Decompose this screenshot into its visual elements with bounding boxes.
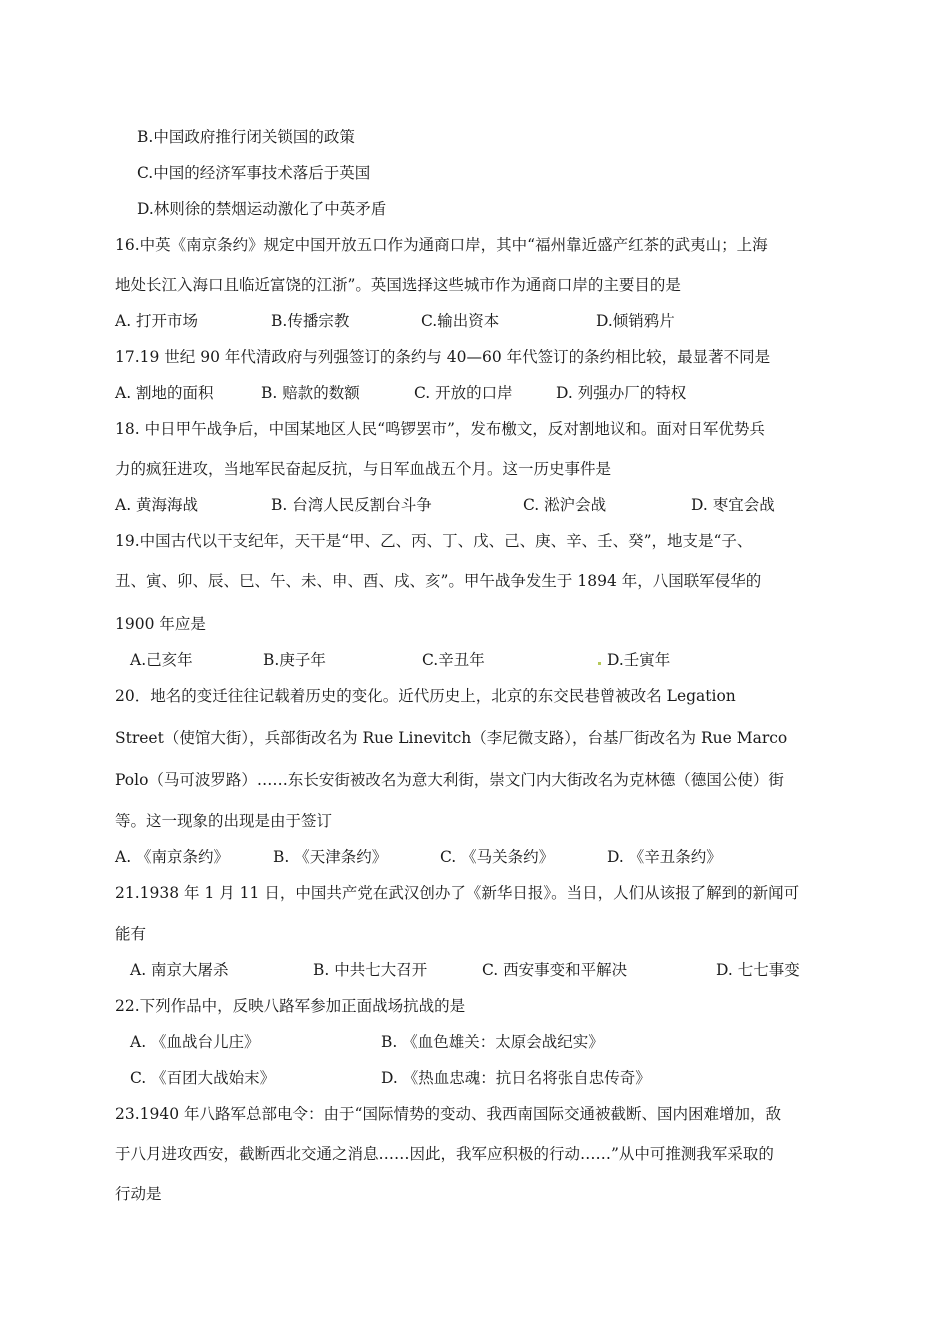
q22-option-d: D. 《热血忠魂：抗日名将张自忠传奇》	[381, 1069, 651, 1087]
q16-option-d: D.倾销鸦片	[596, 312, 675, 330]
q17-option-b: B. 赔款的数额	[261, 384, 360, 402]
q22-option-b: B. 《血色雄关：太原会战纪实》	[381, 1033, 604, 1051]
q19-option-b: B.庚子年	[263, 651, 326, 669]
q18-option-d: D. 枣宜会战	[691, 496, 775, 514]
q16-option-a: A. 打开市场	[115, 312, 199, 330]
q15-option-b: B.中国政府推行闭关锁国的政策	[137, 128, 355, 146]
q22-stem: 22.下列作品中，反映八路军参加正面战场抗战的是	[115, 997, 466, 1015]
q20-option-b: B. 《天津条约》	[273, 848, 388, 866]
q19-stem-line2: 丑、寅、卯、辰、巳、午、未、申、酉、戌、亥”。甲午战争发生于 1894 年，八国联军侵华的	[115, 572, 762, 590]
q21-stem-line2: 能有	[115, 925, 147, 943]
q15-option-c: C.中国的经济军事技术落后于英国	[137, 164, 371, 182]
q21-option-d: D. 七七事变	[716, 961, 800, 979]
q20-stem-line3: Polo（马可波罗路）……东长安街被改名为意大利街，崇文门内大街改名为克林德（德国公使）街	[115, 771, 784, 789]
q17-stem: 17.19 世纪 90 年代清政府与列强签订的条约与 40—60 年代签订的条约相比较，最显著不同是	[115, 348, 771, 366]
q16-option-b: B.传播宗教	[271, 312, 350, 330]
q21-option-b: B. 中共七大召开	[313, 961, 428, 979]
q19-stem-line3: 1900 年应是	[115, 615, 206, 633]
q19-option-d: D.壬寅年	[607, 651, 671, 669]
q23-stem-line2: 于八月进攻西安，截断西北交通之消息……因此，我军应积极的行动……”从中可推测我军采取的	[115, 1145, 774, 1163]
q19-stem-line1: 19.中国古代以干支纪年，天干是“甲、乙、丙、丁、戊、己、庚、辛、壬、癸”，地支是“子、	[115, 532, 753, 550]
q18-stem-line1: 18. 中日甲午战争后，中国某地区人民“鸣锣罢市”，发布檄文，反对割地议和。面对日军优势兵	[115, 420, 765, 438]
q20-stem-line2: Street（使馆大街），兵部街改名为 Rue Linevitch（李尼微支路），台基厂街改名为 Rue Marco	[115, 729, 788, 747]
q18-stem-line2: 力的疯狂进攻，当地军民奋起反抗，与日军血战五个月。这一历史事件是	[115, 460, 612, 478]
q16-stem-line1: 16.中英《南京条约》规定中国开放五口作为通商口岸，其中“福州靠近盛产红茶的武夷山；上海	[115, 236, 768, 254]
q19-option-a: A.己亥年	[130, 651, 193, 669]
q23-stem-line1: 23.1940 年八路军总部电令：由于“国际情势的变动、我西南国际交通被截断、国内困难增加，敌	[115, 1105, 781, 1123]
q20-option-a: A. 《南京条约》	[115, 848, 230, 866]
q20-option-d: D. 《辛丑条约》	[607, 848, 722, 866]
q19-option-c: C.辛丑年	[422, 651, 485, 669]
q21-stem-line1: 21.1938 年 1 月 11 日，中国共产党在武汉创办了《新华日报》。当日，人们从该报了解到的新闻可	[115, 884, 800, 902]
q22-option-a: A. 《血战台儿庄》	[130, 1033, 260, 1051]
q20-stem-line1: 20．地名的变迁往往记载着历史的变化。近代历史上，北京的东交民巷曾被改名 Legation	[115, 687, 736, 705]
q16-option-c: C.输出资本	[421, 312, 500, 330]
q18-option-c: C. 淞沪会战	[523, 496, 607, 514]
q21-option-c: C. 西安事变和平解决	[482, 961, 628, 979]
q17-option-a: A. 割地的面积	[115, 384, 214, 402]
q15-option-d: D.林则徐的禁烟运动激化了中英矛盾	[137, 200, 387, 218]
q17-option-c: C. 开放的口岸	[414, 384, 513, 402]
scan-speck	[598, 662, 601, 665]
q18-option-a: A. 黄海海战	[115, 496, 199, 514]
q20-option-c: C. 《马关条约》	[440, 848, 555, 866]
q23-stem-line3: 行动是	[115, 1185, 162, 1203]
q16-stem-line2: 地处长江入海口且临近富饶的江浙”。英国选择这些城市作为通商口岸的主要目的是	[115, 276, 681, 294]
q22-option-c: C. 《百团大战始末》	[130, 1069, 276, 1087]
q21-option-a: A. 南京大屠杀	[130, 961, 229, 979]
q17-option-d: D. 列强办厂的特权	[556, 384, 687, 402]
q20-stem-line4: 等。这一现象的出现是由于签订	[115, 812, 333, 830]
q18-option-b: B. 台湾人民反割台斗争	[271, 496, 432, 514]
